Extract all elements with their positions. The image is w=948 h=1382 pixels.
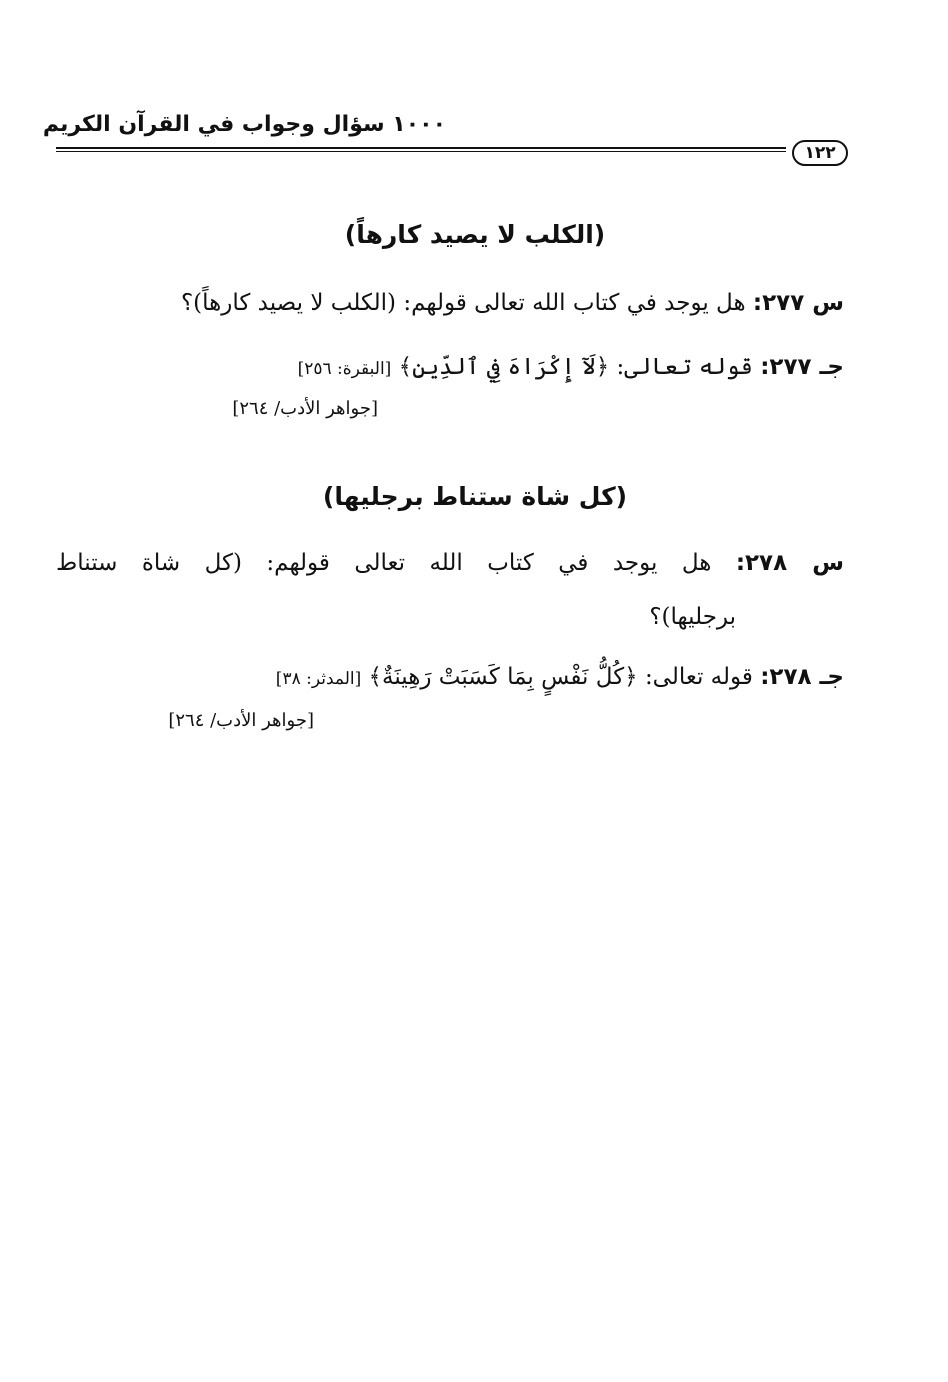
page-number: ١٢٢	[792, 140, 848, 166]
question-text-continued: برجليها)؟	[649, 604, 736, 630]
question-text: هل يوجد في كتاب الله تعالى قولهم: (كل شاة ستناط	[56, 550, 712, 576]
answer-line	[298, 350, 844, 386]
question-line	[56, 546, 844, 580]
verse-reference: [المدثر: ٣٨]	[275, 669, 362, 689]
answer-intro: قوله تعالى:	[644, 664, 753, 690]
source-citation: [جواهر الأدب/ ٢٦٤]	[232, 398, 378, 419]
verse-reference: [البقرة: ٢٥٦]	[297, 359, 392, 379]
question-label: س ٢٧٨:	[735, 550, 845, 576]
question-line	[56, 286, 844, 320]
question-line-continued	[649, 600, 736, 634]
section-heading: (كل شاة ستناط برجليها)	[322, 482, 628, 511]
answer-intro: قوله تعالى:	[616, 354, 753, 380]
header-rule-thin	[56, 151, 786, 152]
answer-label: جـ ٢٧٨:	[760, 664, 844, 690]
question-text: هل يوجد في كتاب الله تعالى قولهم: (الكلب لا يصيد كارهاً)؟	[180, 290, 746, 316]
header-rule	[56, 147, 786, 149]
quran-verse: ﴿لَآ إِكْرَاهَ فِي ٱلدِّينِ﴾	[398, 354, 610, 380]
source-citation: [جواهر الأدب/ ٢٦٤]	[168, 710, 314, 731]
quran-verse: ﴿كُلُّ نَفْسٍ بِمَا كَسَبَتْ رَهِينَةٌ﴾	[368, 664, 638, 690]
running-header-title: ١٠٠٠ سؤال وجواب في القرآن الكريم	[42, 112, 446, 137]
question-label: س ٢٧٧:	[752, 290, 844, 316]
answer-label: جـ ٢٧٧:	[760, 354, 844, 380]
answer-line	[276, 660, 844, 696]
section-heading: (الكلب لا يصيد كارهاً)	[344, 220, 606, 249]
